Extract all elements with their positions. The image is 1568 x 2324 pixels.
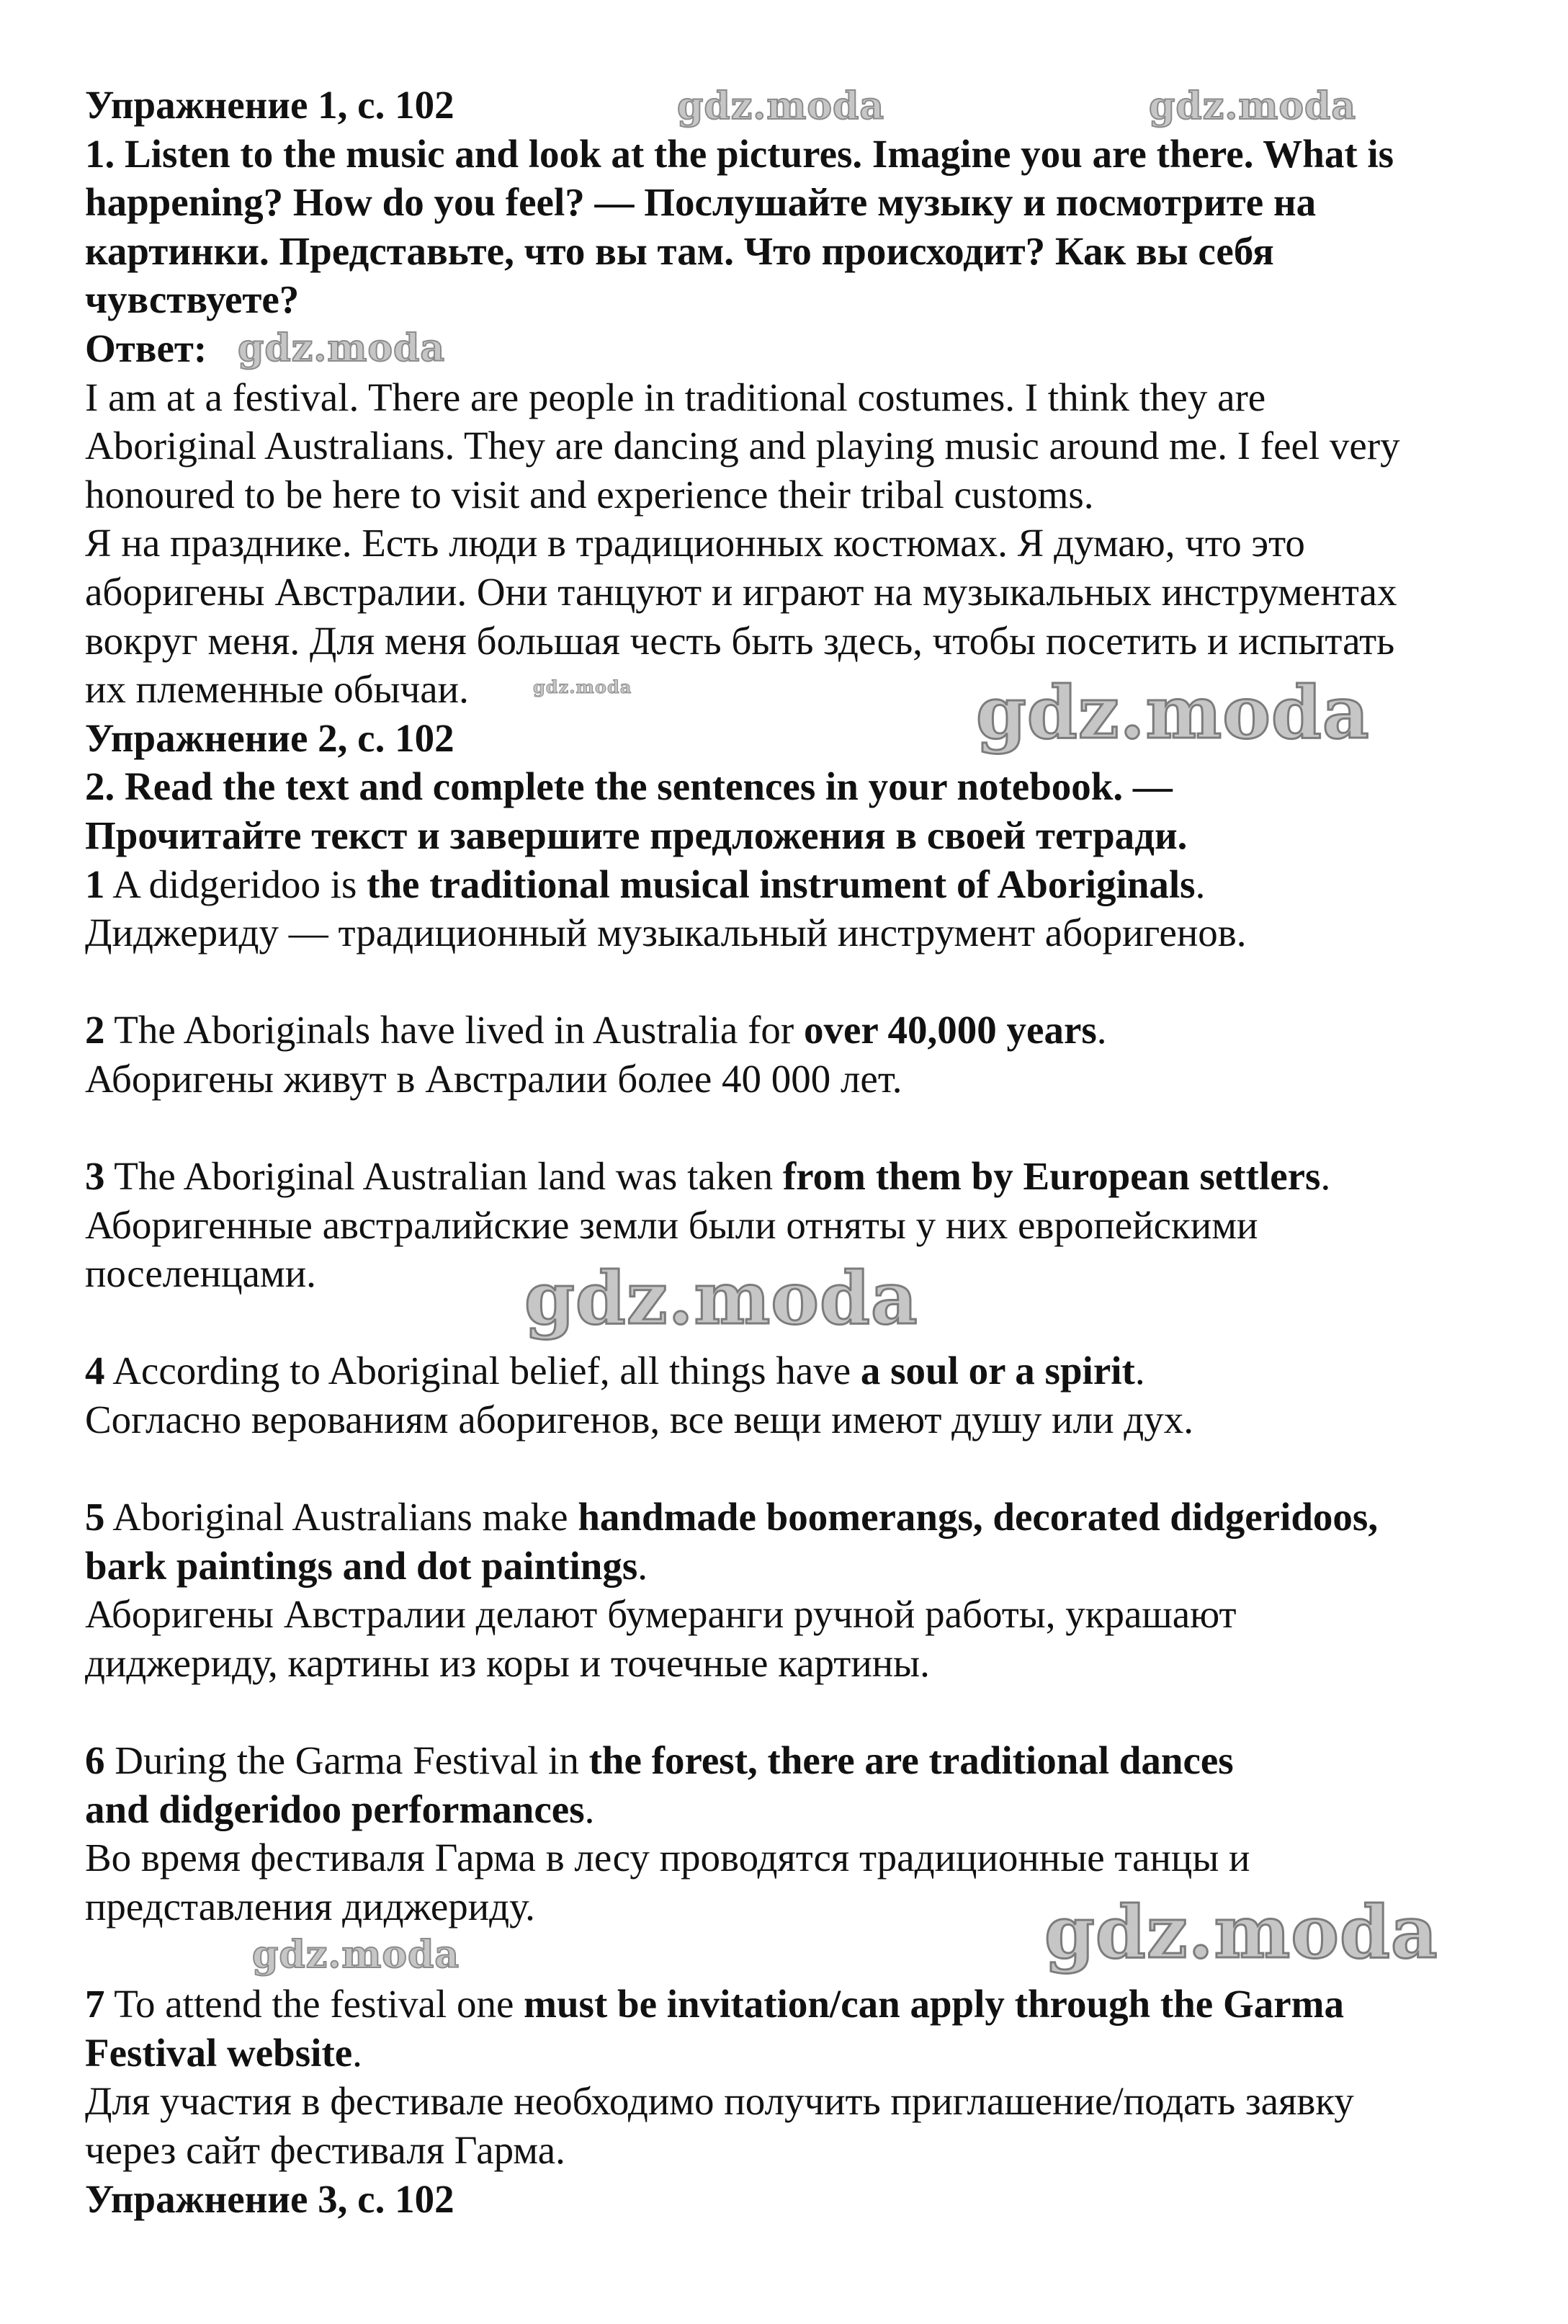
bold-text: 1. Listen to the music and look at the pictures. Imagine you are there. What is: [85, 131, 1394, 176]
bold-text: must be invitation/can apply through the Garma: [524, 1982, 1344, 2026]
text: .: [1096, 1008, 1107, 1052]
text-line: [85, 811, 1400, 860]
text: To attend the festival one: [104, 1982, 524, 2026]
blank-line: [85, 1444, 1400, 1493]
bold-text: 1: [85, 862, 105, 906]
text-line: [85, 2029, 1400, 2078]
text-line: [85, 421, 1400, 470]
text: Согласно верованиям аборигенов, все вещи имеют душу или дух.: [85, 1398, 1193, 1442]
bold-text: the forest, there are traditional dances: [588, 1738, 1234, 1783]
text: A didgeridoo is: [104, 862, 367, 906]
bold-text: a soul or a spirit: [860, 1349, 1135, 1393]
text-line: [85, 178, 1400, 227]
bold-text: Упражнение 3, с. 102: [85, 2176, 454, 2221]
bold-text: from them by European settlers: [782, 1154, 1321, 1199]
bold-text: 3: [85, 1154, 105, 1199]
bold-text: Festival website: [85, 2030, 353, 2075]
text: During the Garma Festival in: [104, 1738, 589, 1783]
text: honoured to be here to visit and experience their tribal customs.: [85, 472, 1094, 517]
bold-text: and didgeridoo performances: [85, 1787, 585, 1831]
text: через сайт фестиваля Гарма.: [85, 2127, 565, 2172]
blank-line: [85, 1688, 1400, 1737]
text-line: [85, 1980, 1400, 2029]
text-line: [85, 2175, 1400, 2224]
bold-text: Упражнение 1, с. 102: [85, 83, 454, 127]
text-line: [85, 860, 1400, 909]
text: аборигены Австралии. Они танцуют и играют на музыкальных инструментах: [85, 569, 1397, 614]
bold-text: 6: [85, 1738, 105, 1783]
text-line: [85, 1785, 1400, 1834]
text-line: [85, 2077, 1400, 2126]
text: их племенные обычаи.: [85, 667, 469, 712]
text-line: [85, 1639, 1400, 1688]
text-line: [85, 1152, 1400, 1201]
text: .: [584, 1787, 595, 1831]
text: .: [1195, 862, 1206, 906]
text-line: [85, 470, 1400, 519]
text: The Aboriginal Australian land was taken: [104, 1154, 783, 1199]
text: .: [637, 1543, 648, 1588]
text-line: [85, 762, 1400, 811]
text: According to Aboriginal belief, all things have: [104, 1349, 861, 1393]
text-line: [85, 617, 1400, 666]
bold-text: картинки. Представьте, что вы там. Что происходит? Как вы себя: [85, 228, 1274, 273]
text: Аборигены Австралии делают бумеранги ручной работы, украшают: [85, 1592, 1237, 1637]
bold-text: Ответ:: [85, 326, 207, 370]
blank-line: [85, 1103, 1400, 1152]
text-line: [85, 1201, 1400, 1250]
text: .: [1134, 1349, 1145, 1393]
text-line: [85, 227, 1400, 276]
watermark-logo: gdz.moda: [1149, 84, 1357, 128]
bold-text: handmade boomerangs, decorated didgeridoos,: [578, 1495, 1379, 1539]
text-line: [85, 1542, 1400, 1591]
text-line: [85, 1006, 1400, 1055]
text-line: [85, 1346, 1400, 1395]
text: представления диджериду.: [85, 1884, 535, 1929]
text-line: [85, 1590, 1400, 1639]
watermark-logo: gdz.moda: [238, 326, 446, 370]
bold-text: happening? How do you feel? — Послушайте музыку и посмотрите на: [85, 180, 1317, 225]
text-line: [85, 275, 1400, 324]
text: вокруг меня. Для меня большая честь быть здесь, чтобы посетить и испытать: [85, 618, 1395, 663]
text: The Aboriginals have lived in Australia for: [104, 1008, 804, 1052]
bold-text: чувствуете?: [85, 277, 300, 322]
text: поселенцами.: [85, 1251, 316, 1296]
text: .: [352, 2030, 362, 2075]
text-line: [85, 2126, 1400, 2175]
watermark-logo: gdz.moda: [1044, 1890, 1438, 1975]
watermark-logo: gdz.moda: [677, 84, 885, 128]
text: .: [1320, 1154, 1331, 1199]
blank-line: [85, 957, 1400, 1006]
bold-text: bark paintings and dot paintings: [85, 1543, 638, 1588]
text-line: [85, 519, 1400, 568]
text: I am at a festival. There are people in traditional costumes. I think they are: [85, 375, 1266, 419]
text-line: [85, 1055, 1400, 1104]
text: Aboriginal Australians. They are dancing and playing music around me. I feel very: [85, 424, 1400, 468]
text-line: [85, 1833, 1400, 1882]
bold-text: 4: [85, 1349, 105, 1393]
text: Диджериду — традиционный музыкальный инструмент аборигенов.: [85, 911, 1247, 955]
watermark-logo: gdz.moda: [252, 1933, 460, 1977]
text-line: [85, 373, 1400, 422]
text-line: [85, 1736, 1400, 1785]
text-line: [85, 130, 1400, 179]
text: Аборигенные австралийские земли были отняты у них европейскими: [85, 1202, 1258, 1247]
bold-text: 5: [85, 1495, 105, 1539]
text: Для участия в фестивале необходимо получить приглашение/подать заявку: [85, 2079, 1354, 2124]
text-line: [85, 1493, 1400, 1542]
text-line: [85, 908, 1400, 957]
text-line: [85, 1395, 1400, 1444]
watermark-logo: gdz.moda: [976, 670, 1370, 755]
text: Во время фестиваля Гарма в лесу проводятся традиционные танцы и: [85, 1836, 1250, 1880]
text: Аборигены живут в Австралии более 40 000 лет.: [85, 1056, 902, 1101]
text: диджериду, картины из коры и точечные картины.: [85, 1641, 930, 1685]
text: Я на празднике. Есть люди в традиционных костюмах. Я думаю, что это: [85, 521, 1305, 566]
text: Aboriginal Australians make: [104, 1495, 578, 1539]
bold-text: over 40,000 years: [803, 1008, 1097, 1052]
watermark-logo: gdz.moda: [533, 676, 632, 697]
bold-text: 2: [85, 1008, 105, 1052]
bold-text: Прочитайте текст и завершите предложения в своей тетради.: [85, 813, 1188, 857]
watermark-logo: gdz.moda: [524, 1256, 918, 1341]
bold-text: the traditional musical instrument of Aboriginals: [367, 862, 1196, 906]
bold-text: Упражнение 2, с. 102: [85, 715, 454, 760]
text-line: [85, 568, 1400, 617]
bold-text: 2. Read the text and complete the sentences in your notebook. —: [85, 764, 1173, 809]
bold-text: 7: [85, 1982, 105, 2026]
